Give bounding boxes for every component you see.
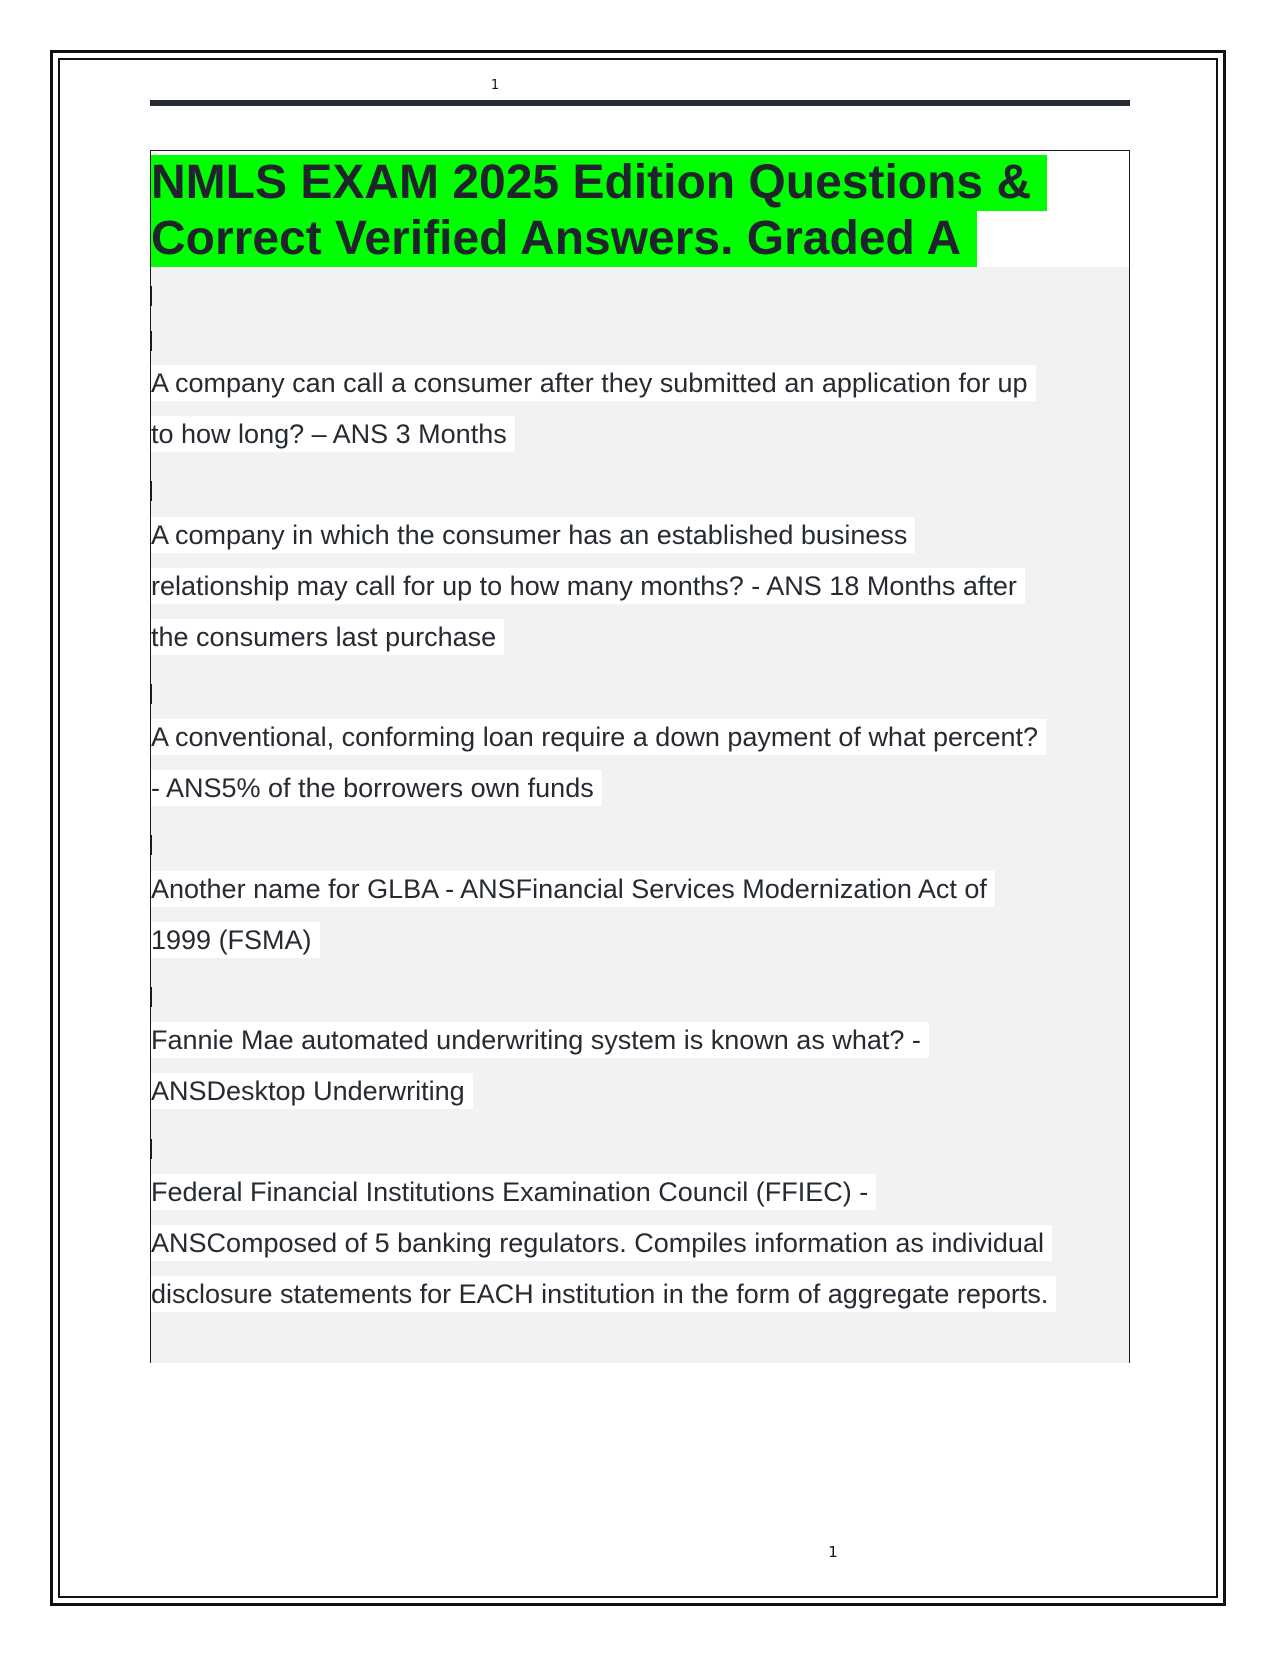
qa-line: A company can call a consumer after they submitted an application for up	[151, 365, 1036, 401]
margin-tick	[150, 286, 152, 306]
qa-line: the consumers last purchase	[151, 619, 504, 655]
qa-item-2	[151, 517, 1129, 670]
qa-line: - ANS5% of the borrowers own funds	[151, 770, 602, 806]
qa-item-6	[151, 1174, 1129, 1327]
qa-line: Another name for GLBA - ANSFinancial Services Modernization Act of	[151, 871, 995, 907]
qa-line: A conventional, conforming loan require a down payment of what percent?	[151, 719, 1046, 755]
document-title	[151, 155, 1091, 267]
qa-line: ANSDesktop Underwriting	[151, 1073, 473, 1109]
header-rule	[150, 100, 1130, 106]
qa-item-1	[151, 365, 1129, 467]
margin-tick	[150, 331, 152, 351]
qa-line: A company in which the consumer has an established business	[151, 517, 915, 553]
margin-tick	[150, 987, 152, 1007]
qa-item-3	[151, 719, 1129, 821]
margin-tick	[150, 1139, 152, 1159]
margin-tick	[150, 835, 152, 855]
qa-line: Federal Financial Institutions Examination Council (FFIEC) -	[151, 1174, 876, 1210]
qa-line: ANSComposed of 5 banking regulators. Compiles information as individual	[151, 1225, 1052, 1261]
qa-line: relationship may call for up to how many months? - ANS 18 Months after	[151, 568, 1025, 604]
margin-tick	[150, 684, 152, 704]
title-line-2: Correct Verified Answers. Graded A	[151, 211, 977, 267]
qa-item-5	[151, 1022, 1129, 1124]
title-line-1: NMLS EXAM 2025 Edition Questions &	[151, 155, 1047, 211]
qa-line: 1999 (FSMA)	[151, 922, 320, 958]
qa-item-4	[151, 871, 1129, 973]
qa-line: to how long? – ANS 3 Months	[151, 416, 515, 452]
header-page-number: 1	[490, 78, 500, 93]
qa-line: Fannie Mae automated underwriting system is known as what? -	[151, 1022, 929, 1058]
margin-tick	[150, 481, 152, 501]
document-content-box	[150, 150, 1130, 1363]
footer-page-number: 1	[828, 1543, 838, 1561]
qa-line: disclosure statements for EACH institution in the form of aggregate reports.	[151, 1276, 1056, 1312]
